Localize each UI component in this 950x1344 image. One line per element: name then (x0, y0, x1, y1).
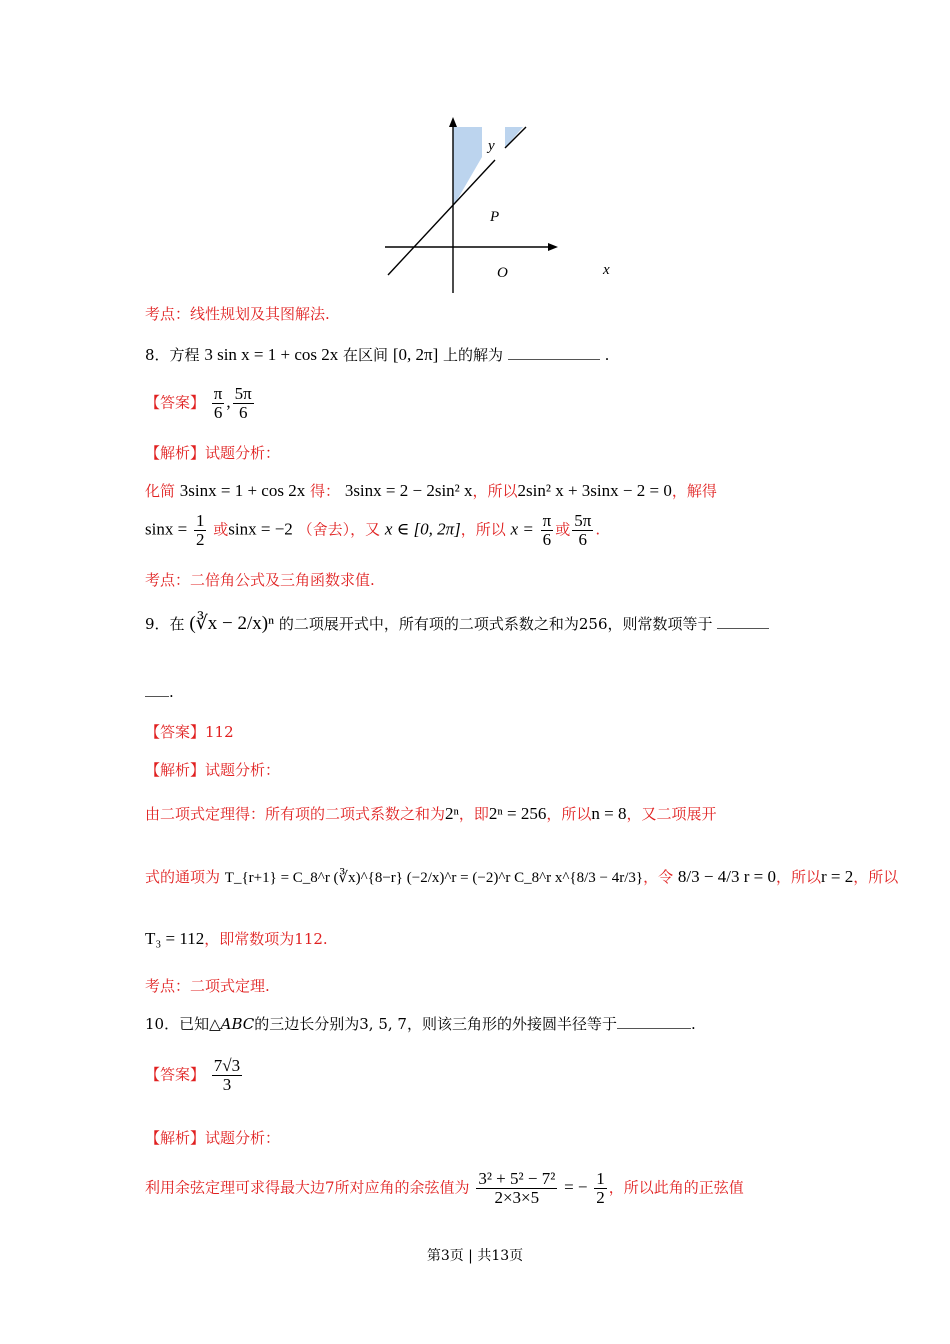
q8-prefix: 8．方程 (145, 346, 200, 364)
q9-analysis-label: 【解析】试题分析： (145, 761, 281, 779)
kaodian-7: 考点：线性规划及其图解法. (145, 305, 330, 323)
q9-expression: (∛x − 2/x)ⁿ (189, 613, 275, 634)
q8-interval: [0, 2π] (392, 345, 439, 364)
q10-answer-blank (617, 1028, 691, 1029)
q8-analysis-label: 【解析】试题分析： (145, 444, 281, 462)
q9-blank-cont: . (145, 683, 174, 701)
q8-suffix: 上的解为 (443, 346, 504, 364)
label-o: O (497, 265, 508, 281)
label-y: y (488, 138, 495, 154)
q8-answer-label: 【答案】 (145, 393, 206, 412)
label-p: P (490, 209, 500, 225)
q8-mid: 在区间 (343, 346, 389, 364)
q9-kaodian: 考点：二项式定理. (145, 977, 270, 995)
q8-analysis-line2: sinx = $\frac{1}{2}$ 或sinx = −2 （舍去），又 x ∈ [0, 2π]，所以 x = $\frac{\pi}{6}$ 或 $\frac{5\pi}{6}$ . (145, 511, 601, 549)
page-footer: 第3页 | 共13页 (426, 1248, 524, 1264)
q8-answer-frac-b: $\frac{5\pi}{6}$ (234, 384, 252, 422)
q8-answer-frac-a: $\frac{\pi}{6}$ (213, 384, 223, 422)
q8-answer-blank (508, 359, 600, 360)
q9-answer: 【答案】112 (145, 723, 234, 741)
feasible-region (453, 127, 482, 207)
q8-equation: 3 sin x = 1 + cos 2x (204, 345, 339, 364)
question-8 (145, 344, 609, 365)
q10-analysis-line1: 利用余弦定理可求得最大边7所对应角的余弦值为 $\frac{\text{3² + 5² − 7²}}{2\times 3\times 5}$ = − $\frac{1}{2}$ ，所以此角的正弦值 (145, 1169, 744, 1207)
q9-answer-blank (717, 628, 769, 629)
q8-analysis-line1: 化简 3sinx = 1 + cos 2x 得： 3sinx = 2 − 2sin² x，所以2sin² x + 3sinx − 2 = 0，解得 (145, 481, 717, 500)
q10-answer: 【答案】 $\frac{7√3}{3}$ (145, 1056, 241, 1094)
x-axis-arrow (548, 243, 558, 251)
q8-kaodian: 考点：二倍角公式及三角函数求值. (145, 571, 375, 589)
question-9: 9．在 (∛x − 2/x)ⁿ 的二项展开式中，所有项的二项式系数之和为256，则常数项等于 (145, 612, 769, 635)
q8-end: . (604, 346, 610, 364)
label-x: x (603, 262, 610, 278)
q8-answer: 【答案】 $\frac{\pi}{6}$ , $\frac{5\pi}{6}$ (145, 384, 252, 422)
q9-analysis-line2: 式的通项为 T_{r+1} = C_8^r (∛x)^{8−r} (−2/x)^r = (−2)^r C_8^r x^{8/3 − 4r/3}，令 8/3 − 4/3 r = 0，所以r = 2，所以 (145, 867, 899, 886)
y-axis-arrow (449, 117, 457, 127)
boundary-line (388, 160, 495, 275)
linear-programming-graph (370, 115, 630, 300)
q10-analysis-label: 【解析】试题分析： (145, 1129, 281, 1147)
q9-analysis-line1: 由二项式定理得：所有项的二项式系数之和为2ⁿ，即2ⁿ = 256，所以n = 8，又二项展开 (145, 804, 717, 823)
question-10: 10．已知△ABC的三边长分别为3, 5, 7，则该三角形的外接圆半径等于 . (145, 1015, 696, 1033)
q9-analysis-line3: T₃ = 112，即常数项为112. (145, 929, 328, 948)
